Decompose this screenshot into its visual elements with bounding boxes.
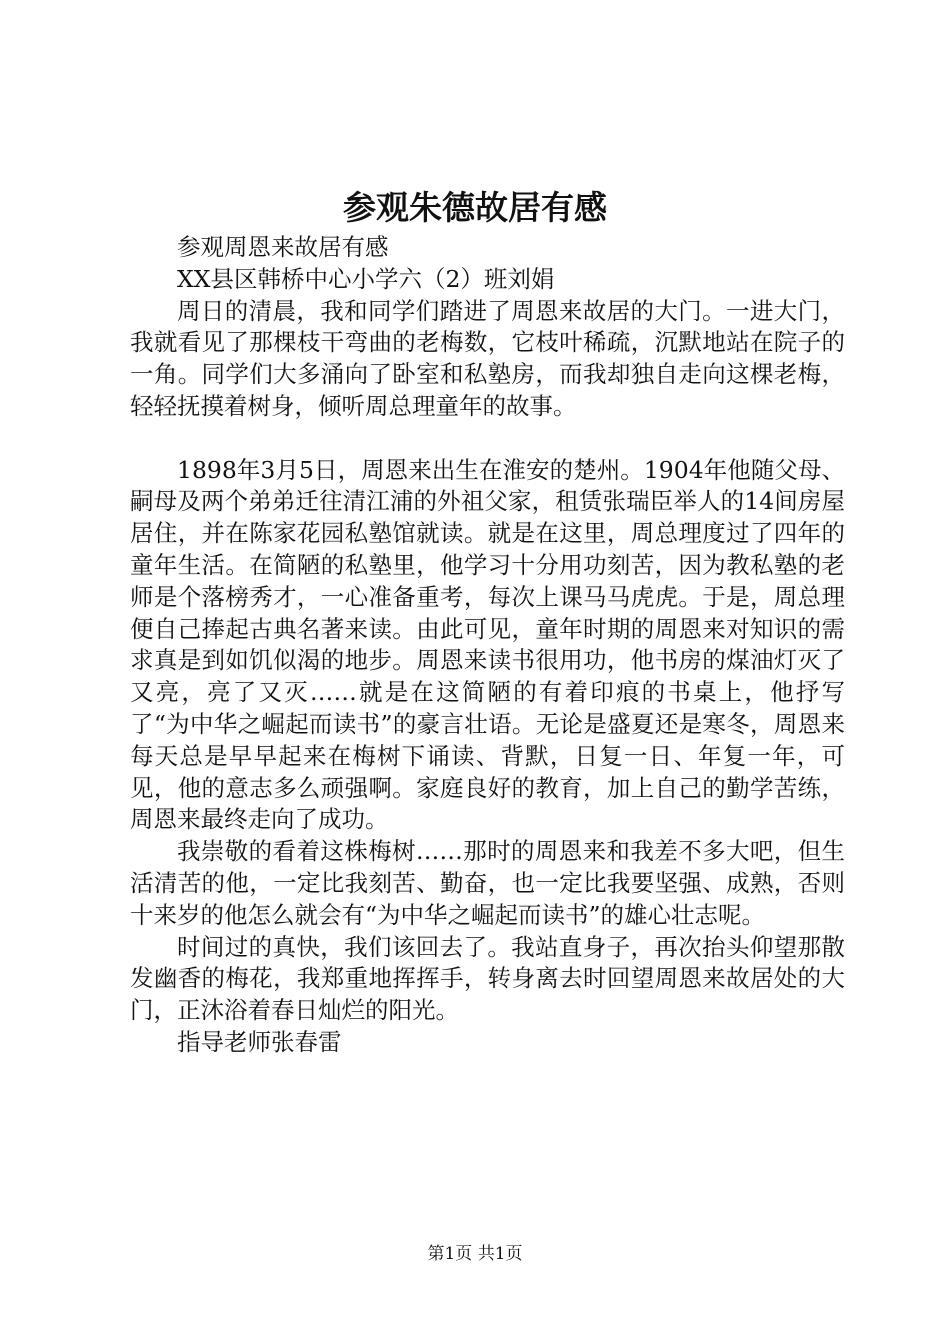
subtitle-paragraph: 参观周恩来故居有感 [177,233,389,261]
teacher-line: 指导老师张春雷 [177,1027,342,1056]
body-paragraph: 时间过的真快，我们该回去了。我站直身子，再次抬头仰望那散发幽香的梅花，我郑重地挥挥手，转身离去时回望周恩来故居处的大门，正沐浴着春日灿烂的阳光。 [130,932,845,1025]
author-line: XX县区韩桥中心小学六（2）班刘娟 [177,264,555,293]
page-footer: 第1页 共1页 [427,1244,523,1264]
body-paragraph: 1898年3月5日，周恩来出生在淮安的楚州。1904年他随父母、嗣母及两个弟弟迁往清江浦的外祖父家，租赁张瑞臣举人的14间房屋居住，并在陈家花园私塾馆就读。就是在这里，周总理度过了四年的童年生活。在简陋的私塾里，他学习十分用功刻苦，因为教私塾的老师是个落榜秀才，一心准备重考，每次上课马马虎虎。于是，周总理便自己捧起古典名著来读。由此可见，童年时期的周恩来对知识的需求真是到如饥似渴的地步。周恩来读书很用功，他书房的煤油灯灭了又亮，亮了又灭……就是在这简陋的有着印痕的书桌上，他抒写了“为中华之崛起而读书”的豪言壮语。无论是盛夏还是寒冬，周恩来每天总是早早起来在梅树下诵读、背默，日复一日、年复一年，可见，他的意志多么顽强啊。家庭良好的教育，加上自己的勤学苦练，周恩来最终走向了成功。 [130,455,845,834]
document-body [130,232,845,1059]
body-paragraph: 周日的清晨，我和同学们踏进了周恩来故居的大门。一进大门，我就看见了那棵枝干弯曲的老梅数，它枝叶稀疏，沉默地站在院子的一角。同学们大多涌向了卧室和私塾房，而我却独自走向这棵老梅，轻轻抚摸着树身，倾听周总理童年的故事。 [130,296,845,420]
document-title: 参观朱德故居有感 [343,188,607,227]
body-paragraph: 我崇敬的看着这株梅树……那时的周恩来和我差不多大吧，但生活清苦的他，一定比我刻苦、勤奋，也一定比我要坚强、成熟，否则十来岁的他怎么就会有“为中华之崛起而读书”的雄心壮志呢。 [130,837,845,929]
